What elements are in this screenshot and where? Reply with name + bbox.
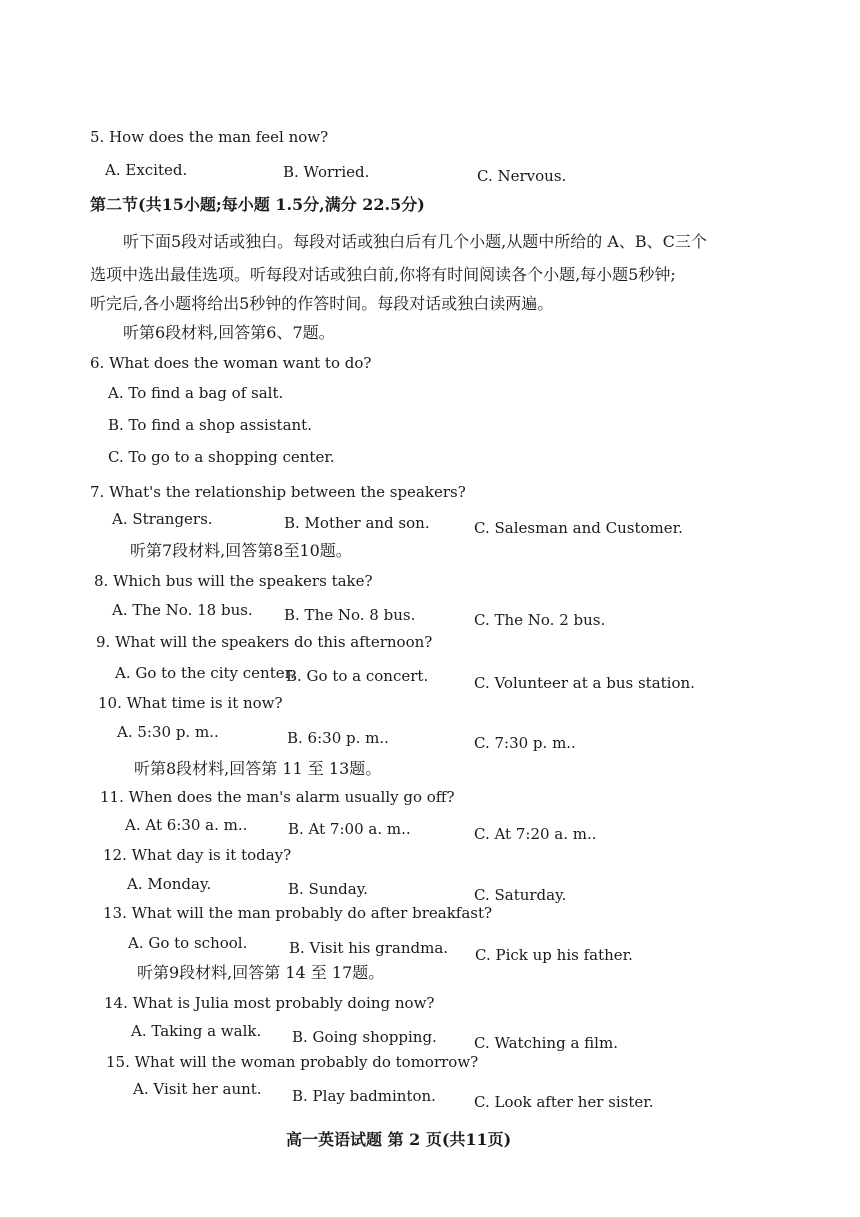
question-9-stem: 9. What will the speakers do this afternoon? [96,633,433,651]
instruction-line-3: 听完后,各小题将给出5秒钟的作答时间。每段对话或独白读两遍。 [90,294,554,313]
question-13-option-b: B. Visit his grandma. [289,939,449,957]
material-9-heading: 听第9段材料,回答第 14 至 17题。 [137,963,385,982]
question-5-option-c: C. Nervous. [477,167,567,185]
question-7-stem: 7. What's the relationship between the speakers? [90,483,466,501]
question-13-option-c: C. Pick up his father. [475,946,633,964]
instruction-line-2: 选项中选出最佳选项。听每段对话或独白前,你将有时间阅读各个小题,每小题5秒钟; [90,265,676,284]
question-12-option-a: A. Monday. [127,875,212,893]
question-14-option-c: C. Watching a film. [474,1034,618,1052]
question-10-option-c: C. 7:30 p. m.. [474,734,576,752]
question-12-option-b: B. Sunday. [288,880,368,898]
question-9-option-c: C. Volunteer at a bus station. [474,674,695,692]
question-10-stem: 10. What time is it now? [98,694,283,712]
question-6-option-b: B. To find a shop assistant. [108,416,312,434]
question-8-stem: 8. Which bus will the speakers take? [94,572,373,590]
question-13-stem: 13. What will the man probably do after breakfast? [103,904,493,922]
question-9-option-a: A. Go to the city center. [115,664,295,682]
question-11-option-a: A. At 6:30 a. m.. [125,816,248,834]
question-5-option-a: A. Excited. [105,161,188,179]
question-5-stem: 5. How does the man feel now? [90,128,329,146]
question-8-option-c: C. The No. 2 bus. [474,611,606,629]
question-7-option-b: B. Mother and son. [284,514,430,532]
question-14-stem: 14. What is Julia most probably doing now? [104,994,435,1012]
question-15-option-c: C. Look after her sister. [474,1093,654,1111]
page-footer: 高一英语试题 第 2 页(共11页) [286,1130,512,1149]
question-11-stem: 11. When does the man's alarm usually go off? [100,788,455,806]
material-6-heading: 听第6段材料,回答第6、7题。 [123,323,335,342]
section-2-heading: 第二节(共15小题;每小题 1.5分,满分 22.5分) [90,195,425,214]
question-14-option-b: B. Going shopping. [292,1028,437,1046]
question-5-option-b: B. Worried. [283,163,370,181]
question-11-option-b: B. At 7:00 a. m.. [288,820,411,838]
question-14-option-a: A. Taking a walk. [131,1022,262,1040]
question-7-option-a: A. Strangers. [112,510,213,528]
question-15-option-b: B. Play badminton. [292,1087,436,1105]
instruction-line-1: 听下面5段对话或独白。每段对话或独白后有几个小题,从题中所给的 A、B、C三个 [123,232,707,251]
material-8-heading: 听第8段材料,回答第 11 至 13题。 [134,759,382,778]
material-7-heading: 听第7段材料,回答第8至10题。 [130,541,352,560]
question-11-option-c: C. At 7:20 a. m.. [474,825,597,843]
question-15-option-a: A. Visit her aunt. [133,1080,262,1098]
question-8-option-a: A. The No. 18 bus. [112,601,253,619]
question-6-option-a: A. To find a bag of salt. [108,384,284,402]
question-10-option-a: A. 5:30 p. m.. [117,723,219,741]
question-7-option-c: C. Salesman and Customer. [474,519,683,537]
question-6-stem: 6. What does the woman want to do? [90,354,372,372]
question-8-option-b: B. The No. 8 bus. [284,606,416,624]
question-9-option-b: B. Go to a concert. [286,667,429,685]
question-12-stem: 12. What day is it today? [103,846,292,864]
question-13-option-a: A. Go to school. [128,934,248,952]
question-10-option-b: B. 6:30 p. m.. [287,729,389,747]
question-15-stem: 15. What will the woman probably do tomorrow? [106,1053,479,1071]
question-6-option-c: C. To go to a shopping center. [108,448,335,466]
question-12-option-c: C. Saturday. [474,886,567,904]
